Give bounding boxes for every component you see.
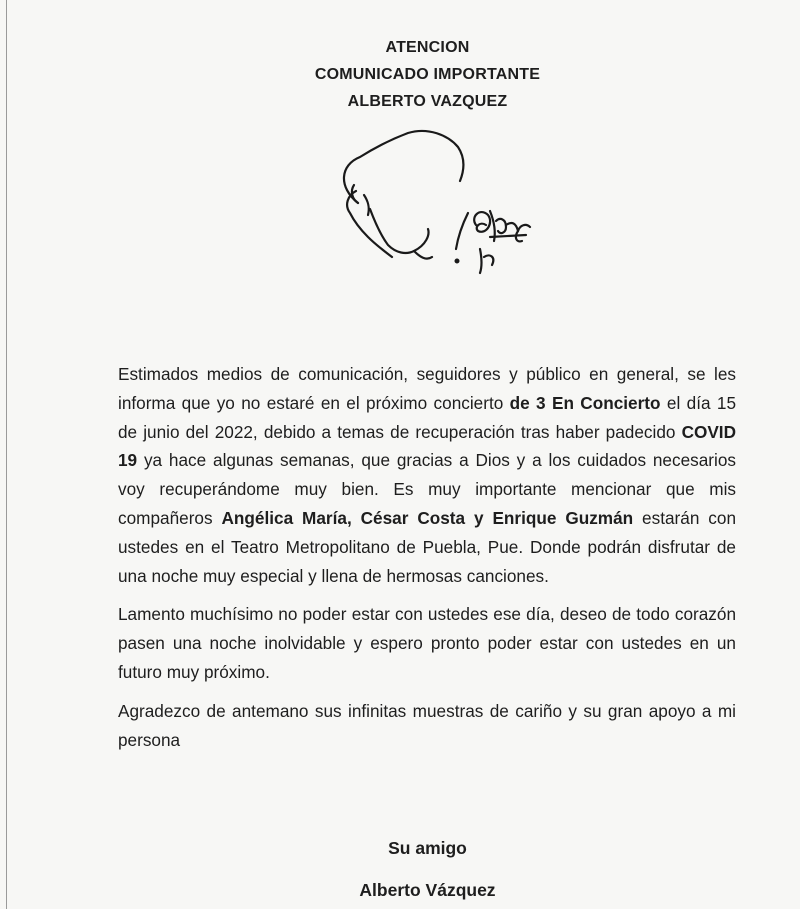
text-illness: COVID 19: [118, 421, 736, 471]
text-concert-name: de 3 En Concierto: [509, 392, 661, 413]
text-colleagues: Angélica María, César Costa y Enrique Guzmán: [221, 507, 634, 528]
header-attention: ATENCION: [385, 39, 470, 56]
page-edge: [6, 0, 7, 909]
closing-name: Alberto Vázquez: [359, 880, 496, 900]
text-greeting: Estimados medios de comunicación, seguidores y público en general, se les informa que yo no estaré en el próximo concierto: [118, 364, 736, 413]
paragraph-thanks: Agradezco de antemano sus infinitas muestras de cariño y su gran apoyo a mi persona: [118, 700, 736, 750]
letter-header: [0, 34, 800, 115]
header-author: ALBERTO VAZQUEZ: [347, 93, 508, 110]
closing-salutation: Su amigo: [388, 838, 467, 858]
handwritten-signature: [330, 125, 550, 285]
letter-body: [118, 360, 736, 764]
text-recovery: ya hace algunas semanas, que gracias a Dios y a los cuidados necesarios voy recuperándome muy bien. Es muy importante mencionar que mis compañeros: [118, 450, 736, 528]
text-venue: estarán con ustedes en el Teatro Metropolitano de Puebla, Pue. Donde podrán disfrutar de una noche muy especial y llena de hermosas canciones.: [118, 507, 736, 586]
header-subject: COMUNICADO IMPORTANTE: [314, 66, 541, 83]
paragraph-regret: Lamento muchísimo no poder estar con ustedes ese día, deseo de todo corazón pasen una noche inolvidable y espero pronto poder estar con ustedes en un futuro muy próximo.: [118, 604, 736, 682]
text-date-reason: el día 15 de junio del 2022, debido a temas de recuperación tras haber padecido: [118, 392, 737, 442]
paragraph-announcement: [118, 360, 736, 590]
